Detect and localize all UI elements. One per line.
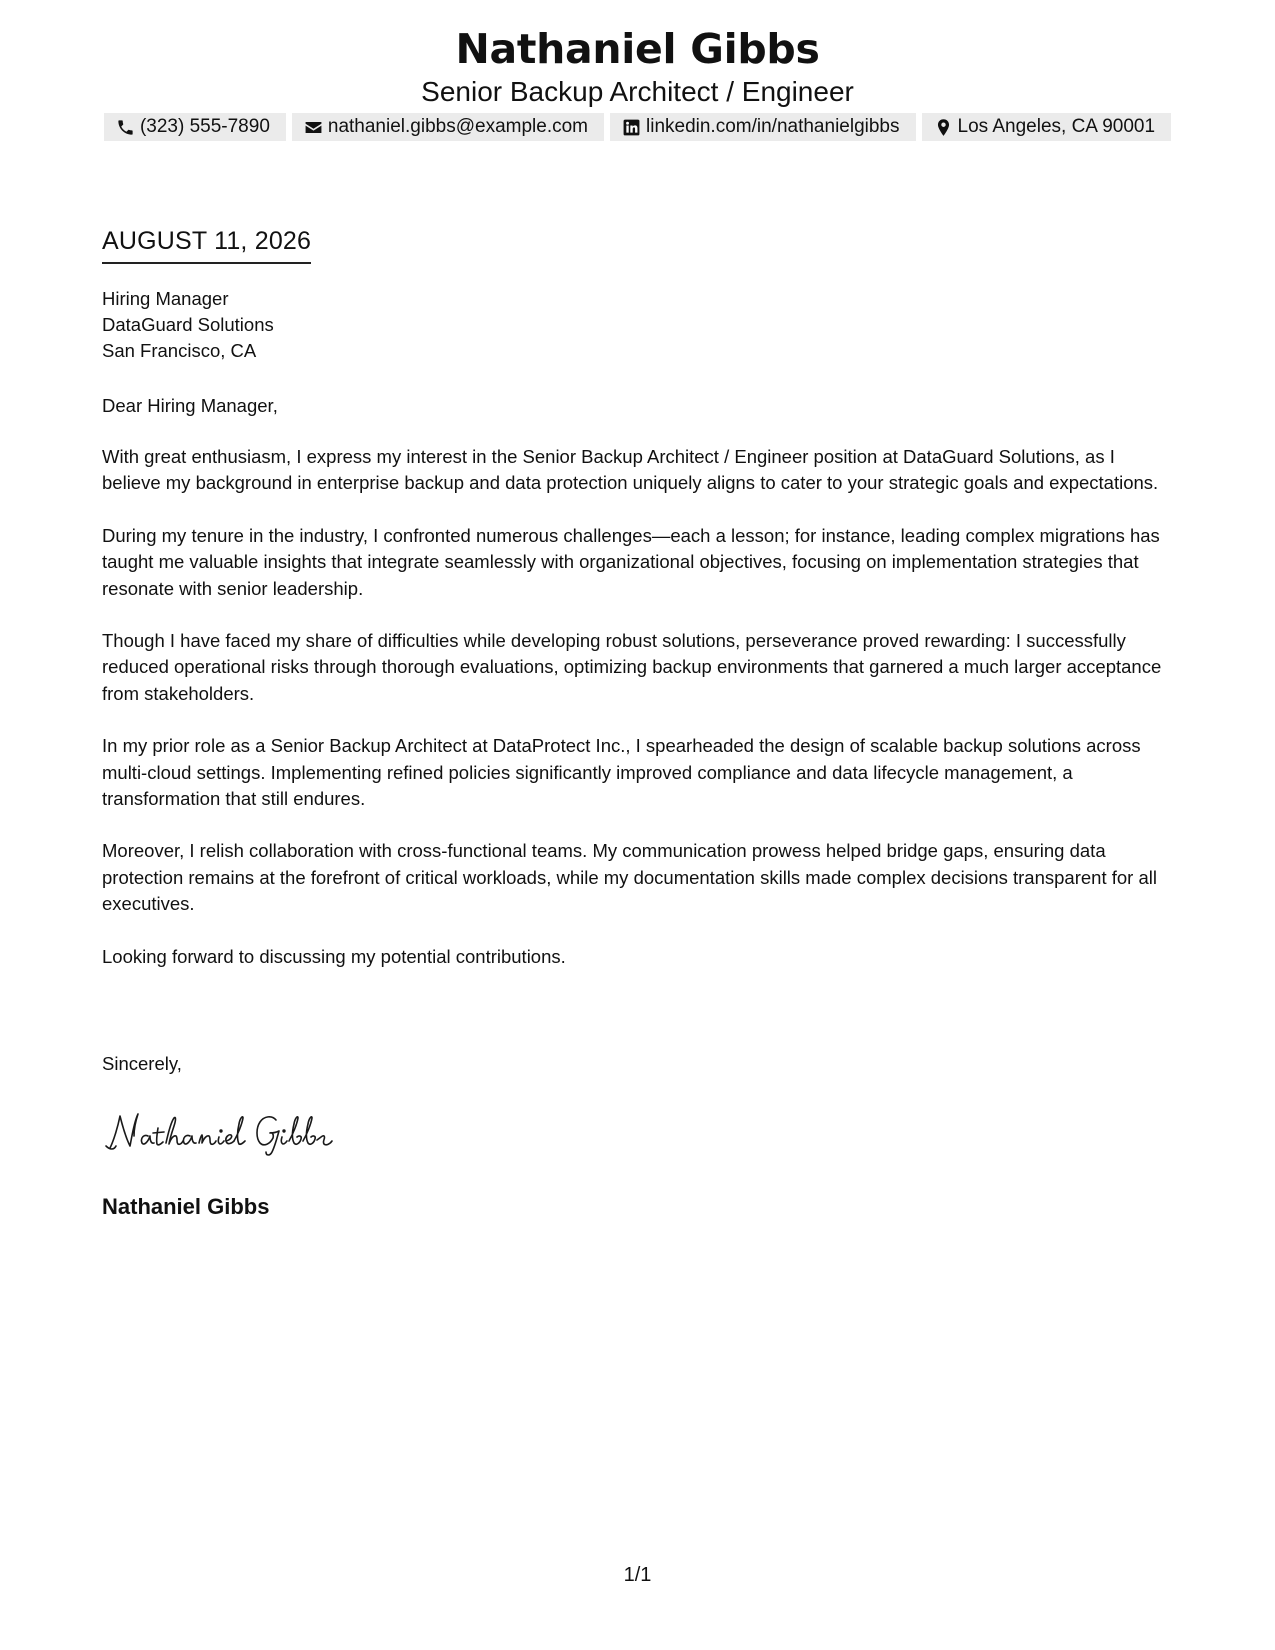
linkedin-text: linkedin.com/in/nathanielgibbs	[646, 116, 900, 137]
body-paragraph: Moreover, I relish collaboration with cross-functional teams. My communication prowess helped bridge gaps, ensuring data protection remains at the forefront of critical workloads, while my documentation skills made complex decisions transparent for all executives.	[102, 840, 1157, 915]
closing: Sincerely,	[102, 1053, 182, 1074]
job-title: Senior Backup Architect / Engineer	[421, 76, 854, 107]
page-number: 1/1	[623, 1564, 652, 1586]
map-marker-icon	[934, 118, 953, 137]
body-paragraph: During my tenure in the industry, I confronted numerous challenges—each a lesson; for instance, leading complex migrations has taught me valuable insights that integrate seamlessly with organizational objectives, focusing on implementation strategies that resonate with senior leadership.	[102, 524, 1160, 599]
contact-phone[interactable]	[104, 113, 286, 141]
letter-body	[102, 444, 1174, 996]
phone-icon	[116, 118, 135, 137]
body-paragraph: Though I have faced my share of difficulties while developing robust solutions, perseverance proved rewarding: I successfully reduced operational risks through thorough evaluations, optimizing backup environments that garnered a much larger acceptance from stakeholders.	[102, 630, 1162, 704]
recipient-company: DataGuard Solutions	[102, 314, 274, 335]
body-paragraph: Looking forward to discussing my potential contributions.	[102, 945, 566, 967]
letter-date: AUGUST 11, 2026	[102, 226, 311, 264]
applicant-name: Nathaniel Gibbs	[455, 25, 820, 73]
linkedin-icon	[622, 118, 641, 137]
recipient-block	[102, 286, 1174, 364]
signed-name: Nathaniel Gibbs	[102, 1194, 270, 1219]
recipient-location: San Francisco, CA	[102, 340, 257, 361]
contact-bar	[0, 113, 1275, 141]
recipient-name: Hiring Manager	[102, 288, 229, 309]
body-paragraph: With great enthusiasm, I express my interest in the Senior Backup Architect / Engineer position at DataGuard Solutions, as I believe my background in enterprise backup and data protection uniquely aligns to cater to your strategic goals and expectations.	[102, 446, 1159, 494]
envelope-icon	[304, 118, 323, 137]
body-paragraph: In my prior role as a Senior Backup Architect at DataProtect Inc., I spearheaded the design of scalable backup solutions across multi-cloud settings. Implementing refined policies significantly improved compliance and data lifecycle management, a transformation that still endures.	[102, 735, 1141, 810]
contact-location[interactable]	[922, 113, 1172, 141]
email-text: nathaniel.gibbs@example.com	[327, 116, 588, 137]
location-text: Los Angeles, CA 90001	[957, 116, 1156, 137]
letter-header	[0, 22, 1275, 108]
contact-email[interactable]	[292, 113, 604, 141]
handwritten-signature	[104, 1106, 364, 1158]
salutation: Dear Hiring Manager,	[102, 395, 278, 416]
contact-linkedin[interactable]	[610, 113, 916, 141]
phone-text: (323) 555-7890	[139, 116, 270, 137]
